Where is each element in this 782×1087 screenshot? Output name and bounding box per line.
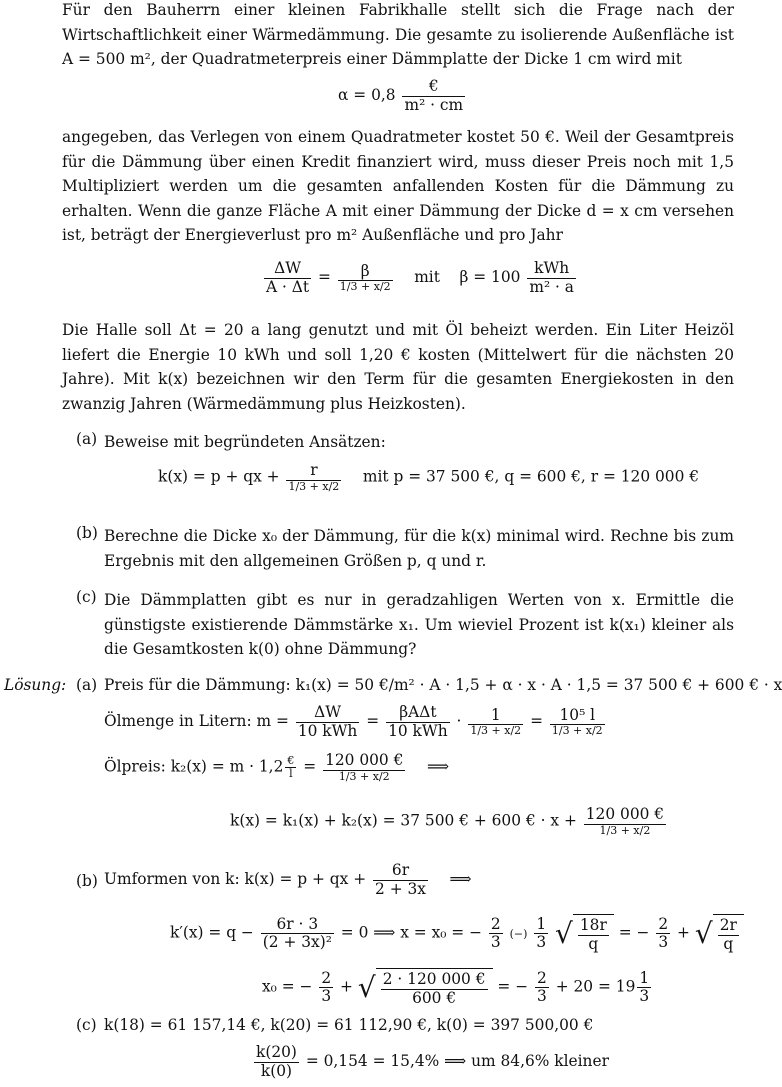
task-a-eq-den: 1/3 + x/2 <box>288 479 340 493</box>
task-a-eq-num: r <box>286 462 341 481</box>
ratio-num: k(20) <box>256 1043 297 1061</box>
beta-lhs: β = 100 <box>459 268 521 287</box>
task-b-text: Berechne die Dicke x₀ der Dämmung, für die k(x) minimal wird. Rechne bis zum Ergebnis mit den allgemeinen Größen p, q und r. <box>104 527 734 570</box>
x0-frac-1 <box>489 916 503 952</box>
ratio-den: k(0) <box>260 1061 293 1080</box>
task-c-text: Die Dämmplatten gibt es nur in geradzahligen Werten von x. Ermittle die günstigste existierende Dämmstärke x₁. Um wieviel Prozent ist k(x₁) kleiner als die Gesamtkosten k(0) ohne Dämmung? <box>104 591 734 659</box>
reform-den: 2 + 3x <box>375 879 426 898</box>
sqrt-frac-3-den: 600 € <box>412 988 457 1007</box>
plus-sign: + <box>340 977 353 996</box>
oil-price-num: 120 000 € <box>325 751 404 769</box>
oil-frac-4 <box>550 707 605 738</box>
ratio-fraction <box>254 1044 299 1080</box>
x0-frac-3 <box>656 916 670 952</box>
loss-num: ΔW <box>264 260 311 279</box>
implies-arrow: ⟹ <box>449 870 472 889</box>
sqrt-sign: √ <box>555 917 573 951</box>
oil-frac-1 <box>296 704 360 740</box>
solution-c-label: (c) <box>76 1016 97 1034</box>
x0-result-frac-1 <box>319 970 333 1006</box>
derivative-num: 6r · 3 <box>261 916 334 935</box>
oil-price-den: 1/3 + x/2 <box>338 769 390 783</box>
x0-result-frac-3-den: 3 <box>639 987 650 1006</box>
alpha-lhs: α = 0,8 <box>338 86 396 105</box>
task-c-label: (c) <box>76 588 97 606</box>
oil-price-unit-num: € <box>287 753 295 767</box>
reform-num: 6r <box>373 862 428 881</box>
total-cost-lhs: k(x) = k₁(x) + k₂(x) = 37 500 € + 600 € · x + <box>230 811 577 830</box>
x0-result-frac-2-num: 2 <box>537 968 547 987</box>
oil-eq-sign: = <box>366 712 380 731</box>
sqrt-radicand-2 <box>713 914 744 953</box>
sqrt-frac-3 <box>381 971 488 1007</box>
x0-frac-3-den: 3 <box>658 933 669 952</box>
solution-a-line1: Preis für die Dämmung: k₁(x) = 50 €/m² · A · 1,5 + α · x · A · 1,5 = 37 500 € + 600 € · x <box>104 676 782 694</box>
loss-den: A · Δt <box>266 277 310 296</box>
loss-rhs-fraction <box>338 263 393 294</box>
sqrt-radicand-3 <box>376 968 493 1007</box>
alpha-equation <box>338 78 467 114</box>
x0-result-frac-3 <box>637 970 651 1006</box>
sqrt-frac-1-den: q <box>588 934 599 953</box>
sqrt-sign: √ <box>357 971 376 1005</box>
x0-frac-1-den: 3 <box>490 933 501 952</box>
x0-result-frac-1-num: 2 <box>321 968 332 987</box>
derivative-lhs: k′(x) = q − <box>170 923 254 942</box>
x0-result-frac-2 <box>535 970 549 1006</box>
beta-unit-den: m² · a <box>529 277 574 296</box>
derivative-den: (2 + 3x)² <box>262 933 332 952</box>
sqrt-sign: √ <box>694 917 713 951</box>
solution-a-label: (a) <box>76 676 98 694</box>
oil-frac-2-den: 10 kWh <box>388 721 448 740</box>
oil-price-unit <box>285 755 296 781</box>
oil-frac-3-den: 1/3 + x/2 <box>470 724 522 738</box>
task-a-label: (a) <box>76 430 98 448</box>
solution-label: Lösung: <box>4 676 67 694</box>
loss-fraction <box>264 260 311 296</box>
sqrt-frac-2 <box>718 917 739 953</box>
x0-frac-3-num: 2 <box>658 914 669 933</box>
x0-frac-1-num: 2 <box>490 914 501 933</box>
oil-frac-4-num: 10⁵ l <box>550 707 605 726</box>
problem-paragraph-3: Die Halle soll Δt = 20 a lang genutzt und mit Öl beheizt werden. Ein Liter Heizöl liefert die Energie 10 kWh und soll 1,20 € kosten (Mittelwert für die nächsten 20 Jahre). Mit k(x) bezeichnen wir den Term für die gesamten Energiekosten in den zwanzig Jahren (Wärmedämmung plus Heizkosten). <box>62 321 734 413</box>
task-a-text: Beweise mit begründeten Ansätzen: <box>104 433 386 451</box>
task-b-label: (b) <box>76 524 98 542</box>
energy-loss-equation: $\frac{\Delta W}{A \cdot \Delta t}$ = $\frac{\beta}{1/3 + x/2}$ mit β = 100 $\frac{\text{kWh}}{\text{m² · a}}$ <box>266 259 574 296</box>
oil-frac-3-num: 1 <box>468 707 523 726</box>
oil-frac-1-den: 10 kWh <box>297 721 358 740</box>
task-a-eq-rhs: mit p = 37 500 €, q = 600 €, r = 120 000 € <box>362 467 700 486</box>
oil-frac-2 <box>386 704 450 740</box>
oil-frac-3 <box>468 707 523 738</box>
x0-result: + 20 = 19 <box>555 977 636 996</box>
plus-minus-sign: (−) <box>509 927 528 941</box>
x0-frac-2-den: 3 <box>536 933 547 952</box>
total-cost-fraction <box>584 806 666 837</box>
sqrt-frac-2-den: q <box>723 934 734 953</box>
x0-result-frac-2-den: 3 <box>537 987 547 1006</box>
eq-minus: = − <box>618 923 650 942</box>
x0-frac-2-num: 1 <box>536 914 547 933</box>
solution-c-line1: k(18) = 61 157,14 €, k(20) = 61 112,90 €, k(0) = 397 500,00 € <box>104 1016 594 1034</box>
solution-c-line2 <box>252 1044 609 1080</box>
total-cost-num: 120 000 € <box>585 805 665 823</box>
sqrt-radicand-1 <box>573 914 614 953</box>
oil-frac-2-num: βAΔt <box>386 704 450 723</box>
sqrt-frac-2-num: 2r <box>719 916 737 934</box>
sqrt-frac-3-num: 2 · 120 000 € <box>382 970 486 988</box>
ratio-rhs: = 0,154 = 15,4% ⟹ um 84,6% kleiner <box>305 1052 609 1071</box>
reform-fraction <box>373 862 428 898</box>
reform-lhs: Umformen von k: k(x) = p + qx + <box>104 870 367 889</box>
beta-unit-num: kWh <box>527 260 576 279</box>
x0-result-frac-1-den: 3 <box>321 987 332 1006</box>
beta-unit-fraction <box>527 260 576 296</box>
plus-sign: + <box>677 923 690 942</box>
solution-b-line2 <box>170 914 744 953</box>
oil-price-unit-den: l <box>289 767 293 781</box>
solution-a-line2: Ölmenge in Litern: m = $\frac{\Delta W}{\text{10 kWh}}$ = $\frac{\text{βAΔt}}{\text{10 kWh}}$ · $\frac{1}{1/3 + x/2}$ = $\frac{\text{10⁵ l}}{1/3 + x/2}$ <box>104 703 603 740</box>
task-a-equation <box>158 462 699 493</box>
alpha-unit-fraction <box>402 78 465 114</box>
x0-result-frac-3-num: 1 <box>639 968 650 987</box>
solution-b-line1 <box>104 862 472 898</box>
derivative-mid: = 0 ⟹ x = x₀ = − <box>340 923 482 942</box>
oil-dot: · <box>456 712 462 731</box>
sqrt-frac-1 <box>578 917 609 953</box>
total-cost-den: 1/3 + x/2 <box>599 823 651 837</box>
problem-paragraph-2: angegeben, das Verlegen von einem Quadratmeter kostet 50 €. Weil der Gesamtpreis für die Dämmung über einen Kredit finanziert wird, muss dieser Preis noch mit 1,5 Multipliziert werden um die gesamten anfallenden Kosten für die Dämmung zu erhalten. Wenn die ganze Fläche A mit einer Dämmung der Dicke d = x cm versehen ist, beträgt der Energieverlust pro m² Außenfläche und pro Jahr <box>62 128 734 245</box>
loss-rhs-num: β <box>338 263 393 282</box>
derivative-fraction <box>261 916 334 952</box>
task-a-eq-lhs: k(x) = p + qx + <box>158 467 280 486</box>
oil-price-fraction <box>323 752 405 783</box>
solution-a-line4 <box>230 806 668 837</box>
task-a-eq-fraction <box>286 462 341 493</box>
solution-b-line3 <box>262 968 653 1007</box>
eq-minus: = − <box>497 977 529 996</box>
oil-amount-lhs: Ölmenge in Litern: m = <box>104 712 289 731</box>
x0-lhs: x₀ = − <box>262 977 313 996</box>
alpha-unit-num: € <box>402 78 465 97</box>
oil-frac-1-num: ΔW <box>296 704 360 723</box>
sqrt-frac-1-num: 18r <box>579 916 607 934</box>
x0-frac-2 <box>534 916 548 952</box>
alpha-unit-den: m² · cm <box>404 95 464 114</box>
oil-frac-4-den: 1/3 + x/2 <box>551 724 603 738</box>
loss-rhs-den: 1/3 + x/2 <box>339 280 391 294</box>
problem-paragraph-1: Für den Bauherrn einer kleinen Fabrikhalle stellt sich die Frage nach der Wirtschaftlichkeit einer Wärmedämmung. Die gesamte zu isolierende Außenfläche ist A = 500 m², der Quadratmeterpreis einer Dämmplatte der Dicke 1 cm wird mit <box>62 1 734 69</box>
implies-arrow: ⟹ <box>426 757 450 776</box>
solution-b-label: (b) <box>76 872 98 890</box>
oil-price-lhs: Ölpreis: k₂(x) = m · 1,2 <box>104 757 284 776</box>
loss-mit: mit <box>414 268 440 287</box>
solution-a-line3: Ölpreis: k₂(x) = m · 1,2 $\frac{€}{l}$ = $\frac{120 000 €}{1/3 + x/2}$ ⟹ <box>104 751 450 783</box>
